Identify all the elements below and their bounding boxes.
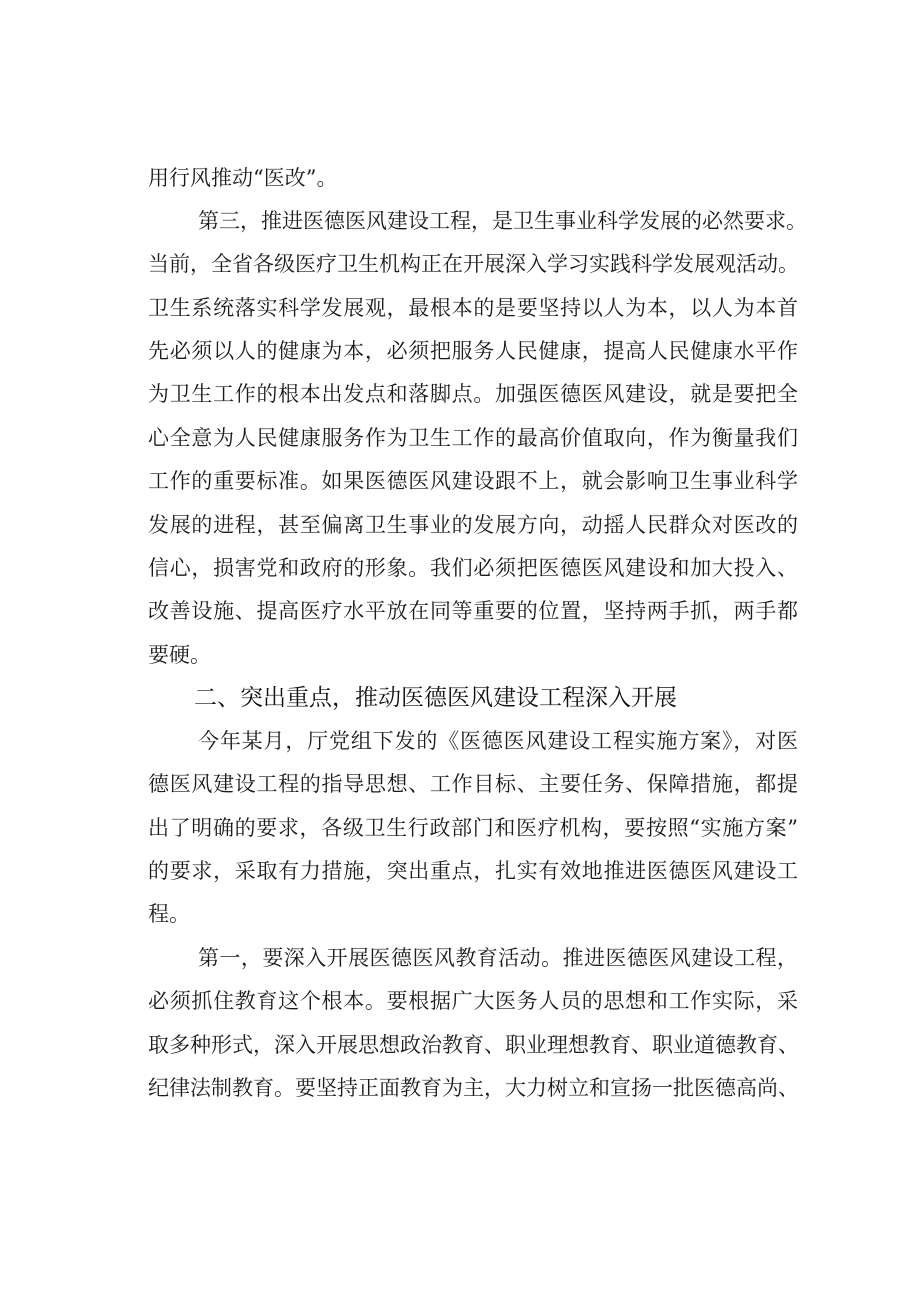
paragraph-line: 第三，推进医德医风建设工程，是卫生事业科学发展的必然要求。 bbox=[198, 209, 807, 233]
paragraph-line: 为卫生工作的根本出发点和落脚点。加强医德医风建设，就是要把全 bbox=[148, 382, 798, 406]
paragraph-line: 发展的进程，甚至偏离卫生事业的发展方向，动摇人民群众对医改的 bbox=[148, 513, 798, 537]
paragraph-line: 纪律法制教育。要坚持正面教育为主，大力树立和宣扬一批医德高尚、 bbox=[148, 1076, 799, 1100]
paragraph-line: 先必须以人的健康为本，必须把服务人民健康，提高人民健康水平作 bbox=[148, 339, 798, 363]
paragraph-line: 用行风推动“医改”。 bbox=[148, 166, 338, 190]
paragraph-line: 心全意为人民健康服务作为卫生工作的最高价值取向，作为衡量我们 bbox=[148, 426, 798, 450]
paragraph-line: 德医风建设工程的指导思想、工作目标、主要任务、保障措施，都提 bbox=[148, 772, 798, 796]
paragraph-line: 程。 bbox=[148, 902, 190, 926]
paragraph-line: 必须抓住教育这个根本。要根据广大医务人员的思想和工作实际，采 bbox=[148, 989, 798, 1013]
paragraph-line: 卫生系统落实科学发展观，最根本的是要坚持以人为本，以人为本首 bbox=[148, 296, 798, 320]
paragraph-line: 信心，损害党和政府的形象。我们必须把医德医风建设和加大投入、 bbox=[148, 556, 798, 580]
paragraph-line: 取多种形式，深入开展思想政治教育、职业理想教育、职业道德教育、 bbox=[148, 1033, 799, 1057]
paragraph-line: 今年某月，厅党组下发的《医德医风建设工程实施方案》，对医 bbox=[198, 729, 798, 753]
paragraph-line: 改善设施、提高医疗水平放在同等重要的位置，坚持两手抓，两手都 bbox=[148, 599, 798, 623]
section-heading: 二、突出重点，推动医德医风建设工程深入开展 bbox=[194, 685, 677, 711]
paragraph-line: 当前，全省各级医疗卫生机构正在开展深入学习实践科学发展观活动。 bbox=[148, 252, 799, 276]
paragraph-line: 的要求，采取有力措施，突出重点，扎实有效地推进医德医风建设工 bbox=[148, 859, 798, 883]
paragraph-line: 工作的重要标准。如果医德医风建设跟不上，就会影响卫生事业科学 bbox=[148, 469, 798, 493]
paragraph-line: 出了明确的要求，各级卫生行政部门和医疗机构，要按照“实施方案” bbox=[148, 816, 798, 840]
paragraph-line: 第一，要深入开展医德医风教育活动。推进医德医风建设工程， bbox=[198, 946, 798, 970]
paragraph-line: 要硬。 bbox=[148, 643, 211, 667]
